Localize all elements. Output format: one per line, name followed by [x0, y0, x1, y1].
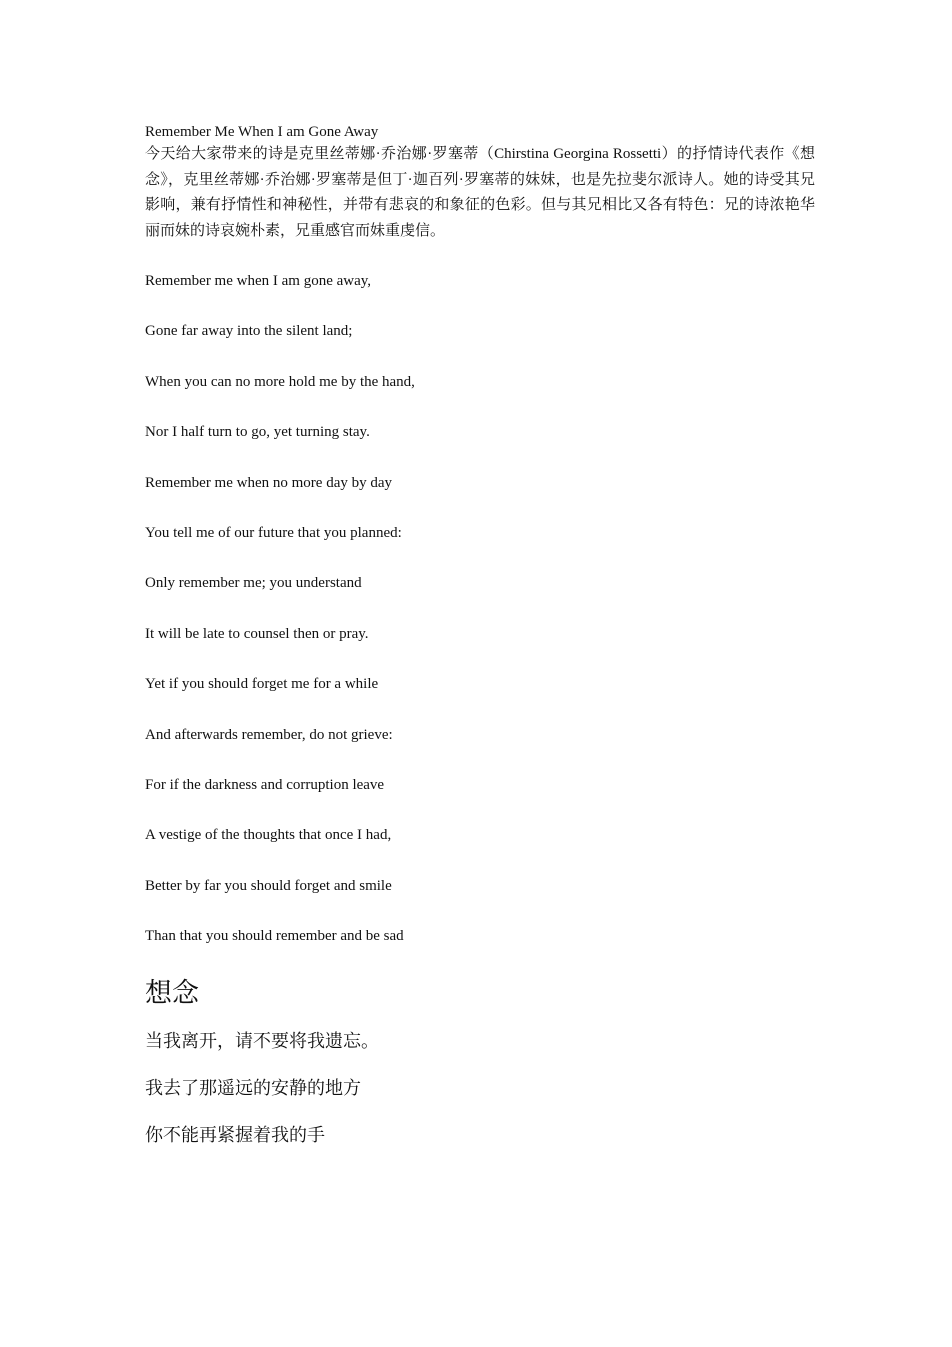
- chinese-poem-line: 当我离开，请不要将我遗忘。: [145, 1031, 379, 1052]
- poem-line: Only remember me; you understand: [145, 575, 362, 592]
- poem-line: Remember me when I am gone away,: [145, 273, 372, 289]
- poem-line: Yet if you should forget me for a while: [145, 676, 379, 693]
- poem-line: Nor I half turn to go, yet turning stay.: [145, 424, 370, 441]
- poem-line: Than that you should remember and be sad: [145, 928, 404, 945]
- poem-line: You tell me of our future that you planned:: [145, 524, 402, 541]
- poem-line: And afterwards remember, do not grieve:: [145, 726, 393, 743]
- intro-paragraph: 今天给大家带来的诗是克里丝蒂娜·乔治娜·罗塞蒂（Chirstina Georgina Rossetti）的抒情诗代表作《想念》，克里丝蒂娜·乔治娜·罗塞蒂是但丁·迦百列·罗塞蒂的妹妹，也是先拉斐尔派诗人。她的诗受其兄影响，兼有抒情性和神秘性，并带有悲哀的和象征的色彩。但与其兄相比又各有特色：兄的诗浓艳华丽而妹的诗哀婉朴素，兄重感官而妹重虔信。: [145, 146, 815, 239]
- chinese-poem: [145, 1028, 815, 1148]
- document-title: Remember Me When I am Gone Away: [145, 124, 379, 140]
- poem-line: When you can no more hold me by the hand,: [145, 373, 415, 390]
- poem-line: Remember me when no more day by day: [145, 474, 393, 491]
- poem-line: For if the darkness and corruption leave: [145, 776, 385, 793]
- english-poem: [145, 271, 815, 946]
- poem-line: Better by far you should forget and smile: [145, 877, 392, 894]
- chinese-poem-line: 我去了那遥远的安静的地方: [145, 1078, 361, 1099]
- chinese-poem-line: 你不能再紧握着我的手: [145, 1125, 325, 1146]
- poem-line: Gone far away into the silent land;: [145, 323, 353, 340]
- document-content: [145, 122, 815, 1169]
- poem-line: It will be late to counsel then or pray.: [145, 625, 369, 642]
- chinese-poem-title: 想念: [145, 978, 199, 1009]
- poem-line: A vestige of the thoughts that once I had,: [145, 827, 392, 844]
